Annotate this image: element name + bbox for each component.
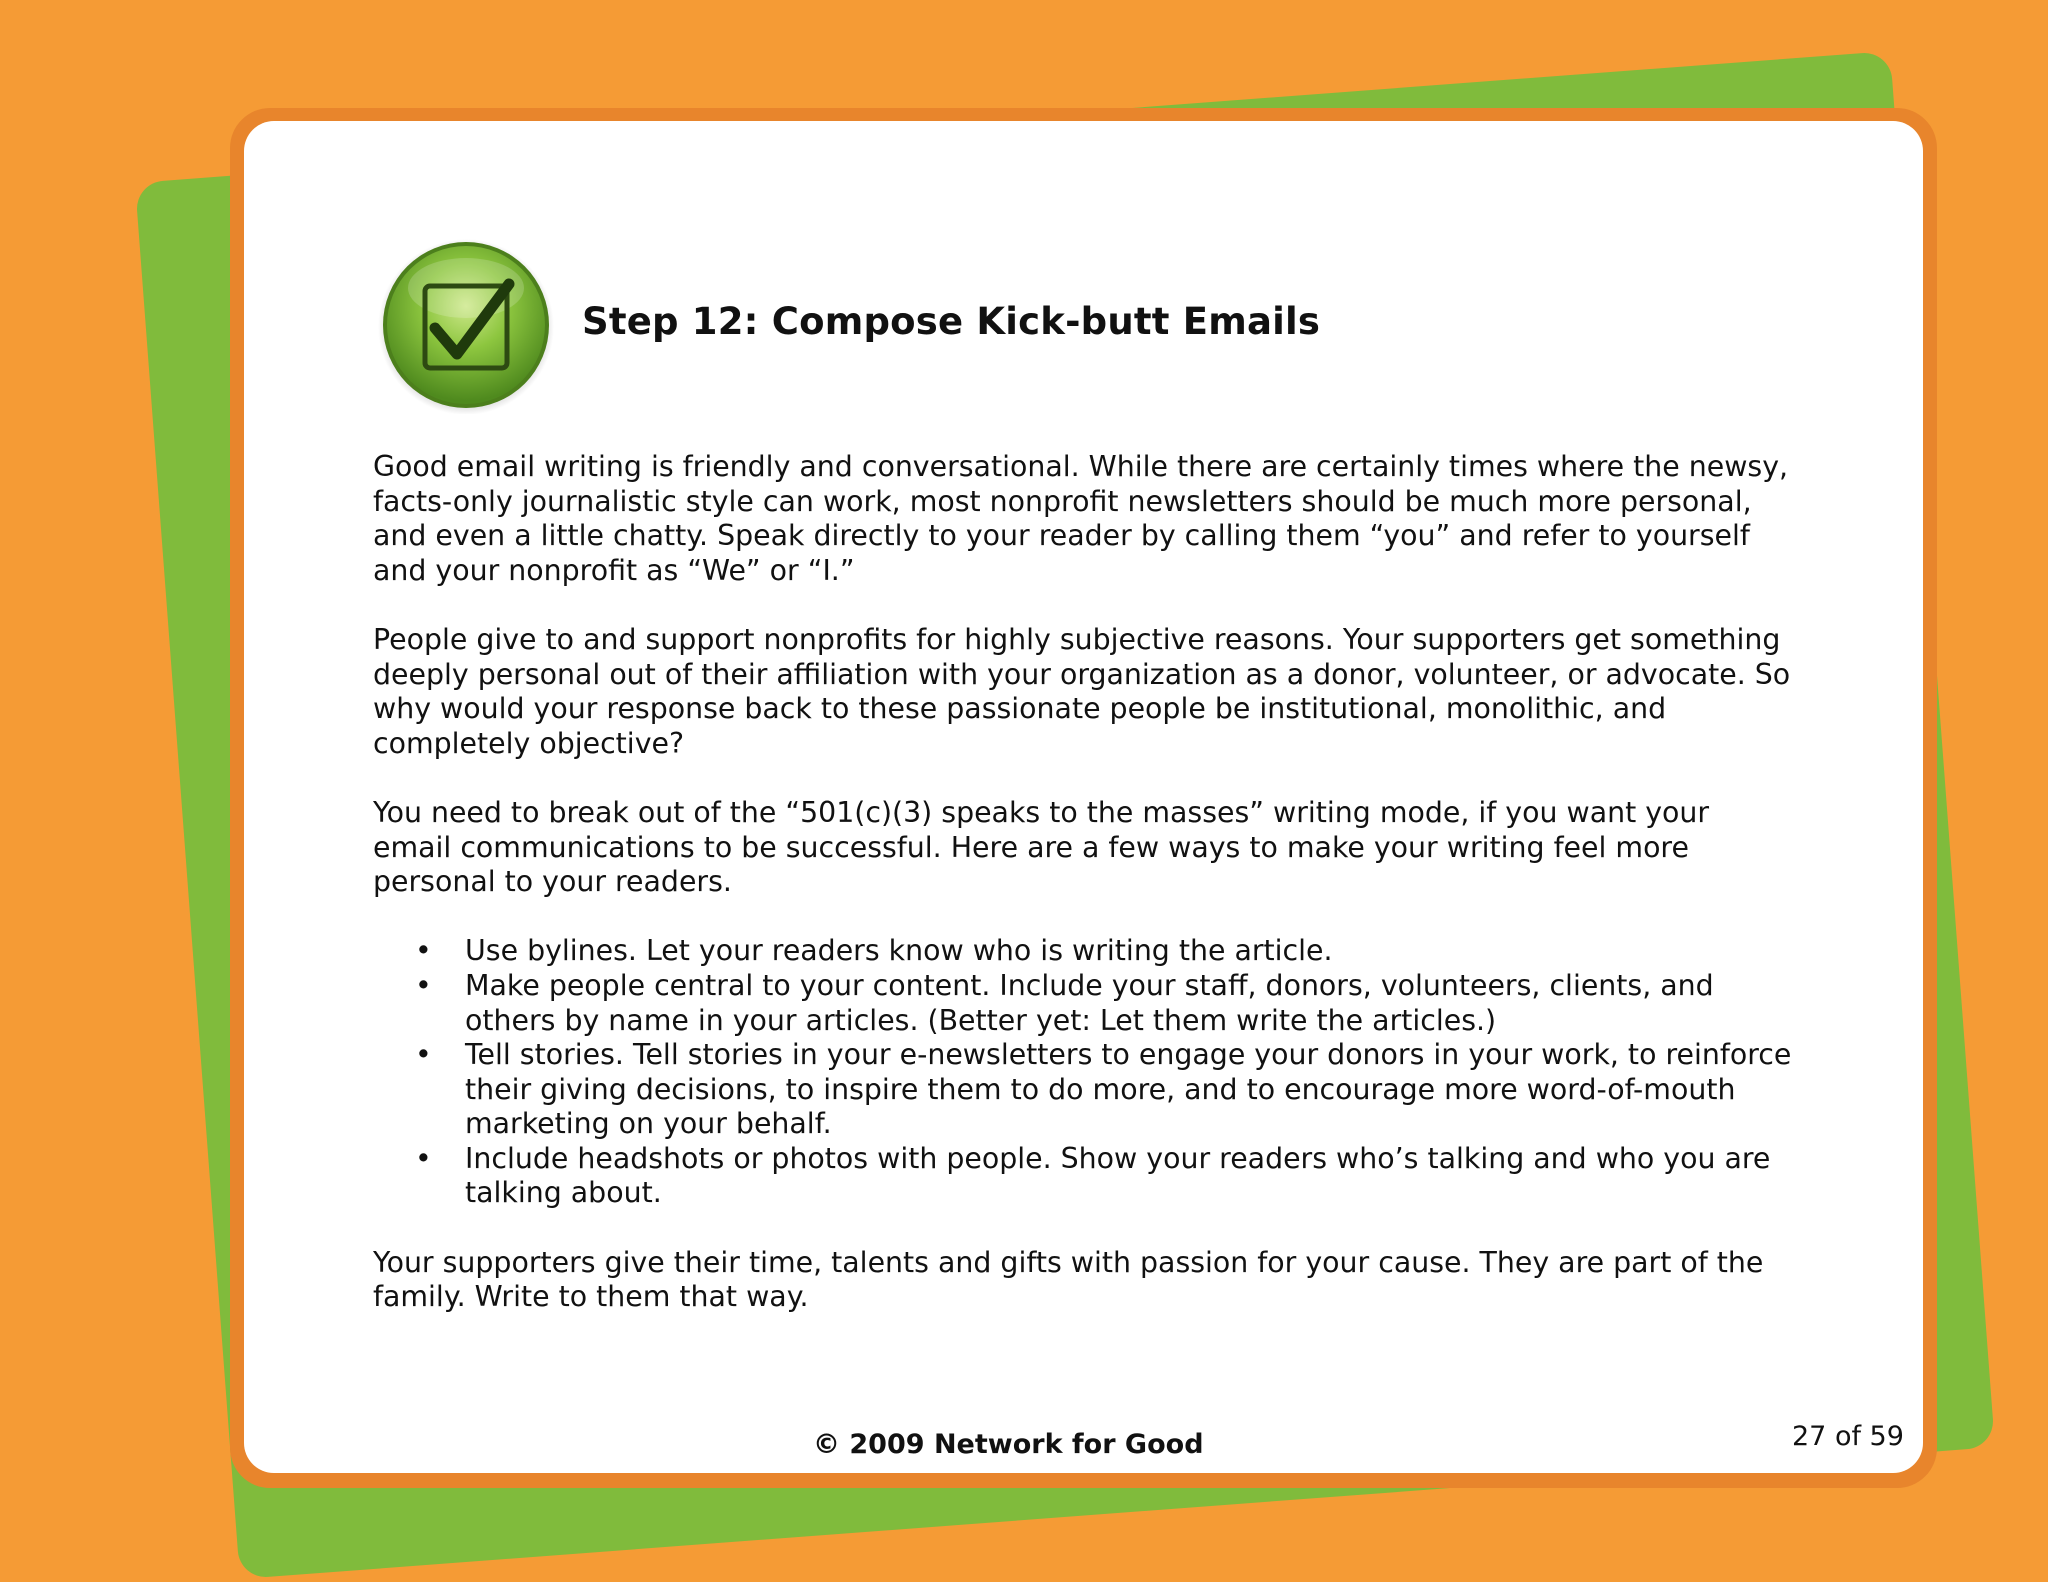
page-title: Step 12: Compose Kick-butt Emails <box>582 300 1321 343</box>
bullet-marker: • <box>415 1141 432 1175</box>
list-item <box>415 968 1793 1038</box>
list-item-text: Tell stories. Tell stories in your e-newsletters to engage your donors in your work, to reinforce their giving decisions, to inspire them to do more, and to encourage more word-of-mouth marketing on your behalf. <box>465 1038 1792 1141</box>
paragraph-closing: Your supporters give their time, talents and gifts with passion for your cause. They are part of the family. Write to them that way. <box>373 1245 1764 1314</box>
tips-list <box>373 934 1793 1211</box>
copyright-footer: © 2009 Network for Good <box>813 1429 1204 1460</box>
paragraph-reasons: People give to and support nonprofits for highly subjective reasons. Your supporters get something deeply personal out of their affiliation with your organization as a donor, volunteer, or advocate. So why would your response back to these passionate people be institutional, monolithic, and completely objective? <box>373 622 1791 760</box>
paragraph-intro: Good email writing is friendly and conversational. While there are certainly times where the newsy, facts-only journalistic style can work, most nonprofit newsletters should be much more personal, and even a little chatty. Speak directly to your reader by calling them “you” and refer to yourself and your nonprofit as “We” or “I.” <box>373 450 1789 587</box>
list-item-text: Use bylines. Let your readers know who is writing the article. <box>465 934 1333 968</box>
bullet-marker: • <box>415 934 432 968</box>
list-item <box>415 1038 1793 1142</box>
bullet-marker: • <box>415 968 432 1002</box>
bullet-marker: • <box>415 1038 432 1072</box>
paragraph-break-out: You need to break out of the “501(c)(3) speaks to the masses” writing mode, if you want your email communications to be successful. Here are a few ways to make your writing feel more personal to your readers. <box>373 795 1710 899</box>
list-item-text: Include headshots or photos with people. Show your readers who’s talking and who you are talking about. <box>465 1141 1771 1210</box>
checkbox-check-icon <box>377 236 555 414</box>
list-item-text: Make people central to your content. Include your staff, donors, volunteers, clients, and others by name in your articles. (Better yet: Let them write the articles.) <box>465 968 1714 1037</box>
list-item <box>415 934 1793 969</box>
page-number: 27 of 59 <box>1792 1421 1904 1452</box>
list-item <box>415 1141 1793 1211</box>
article-body <box>373 450 1793 1349</box>
